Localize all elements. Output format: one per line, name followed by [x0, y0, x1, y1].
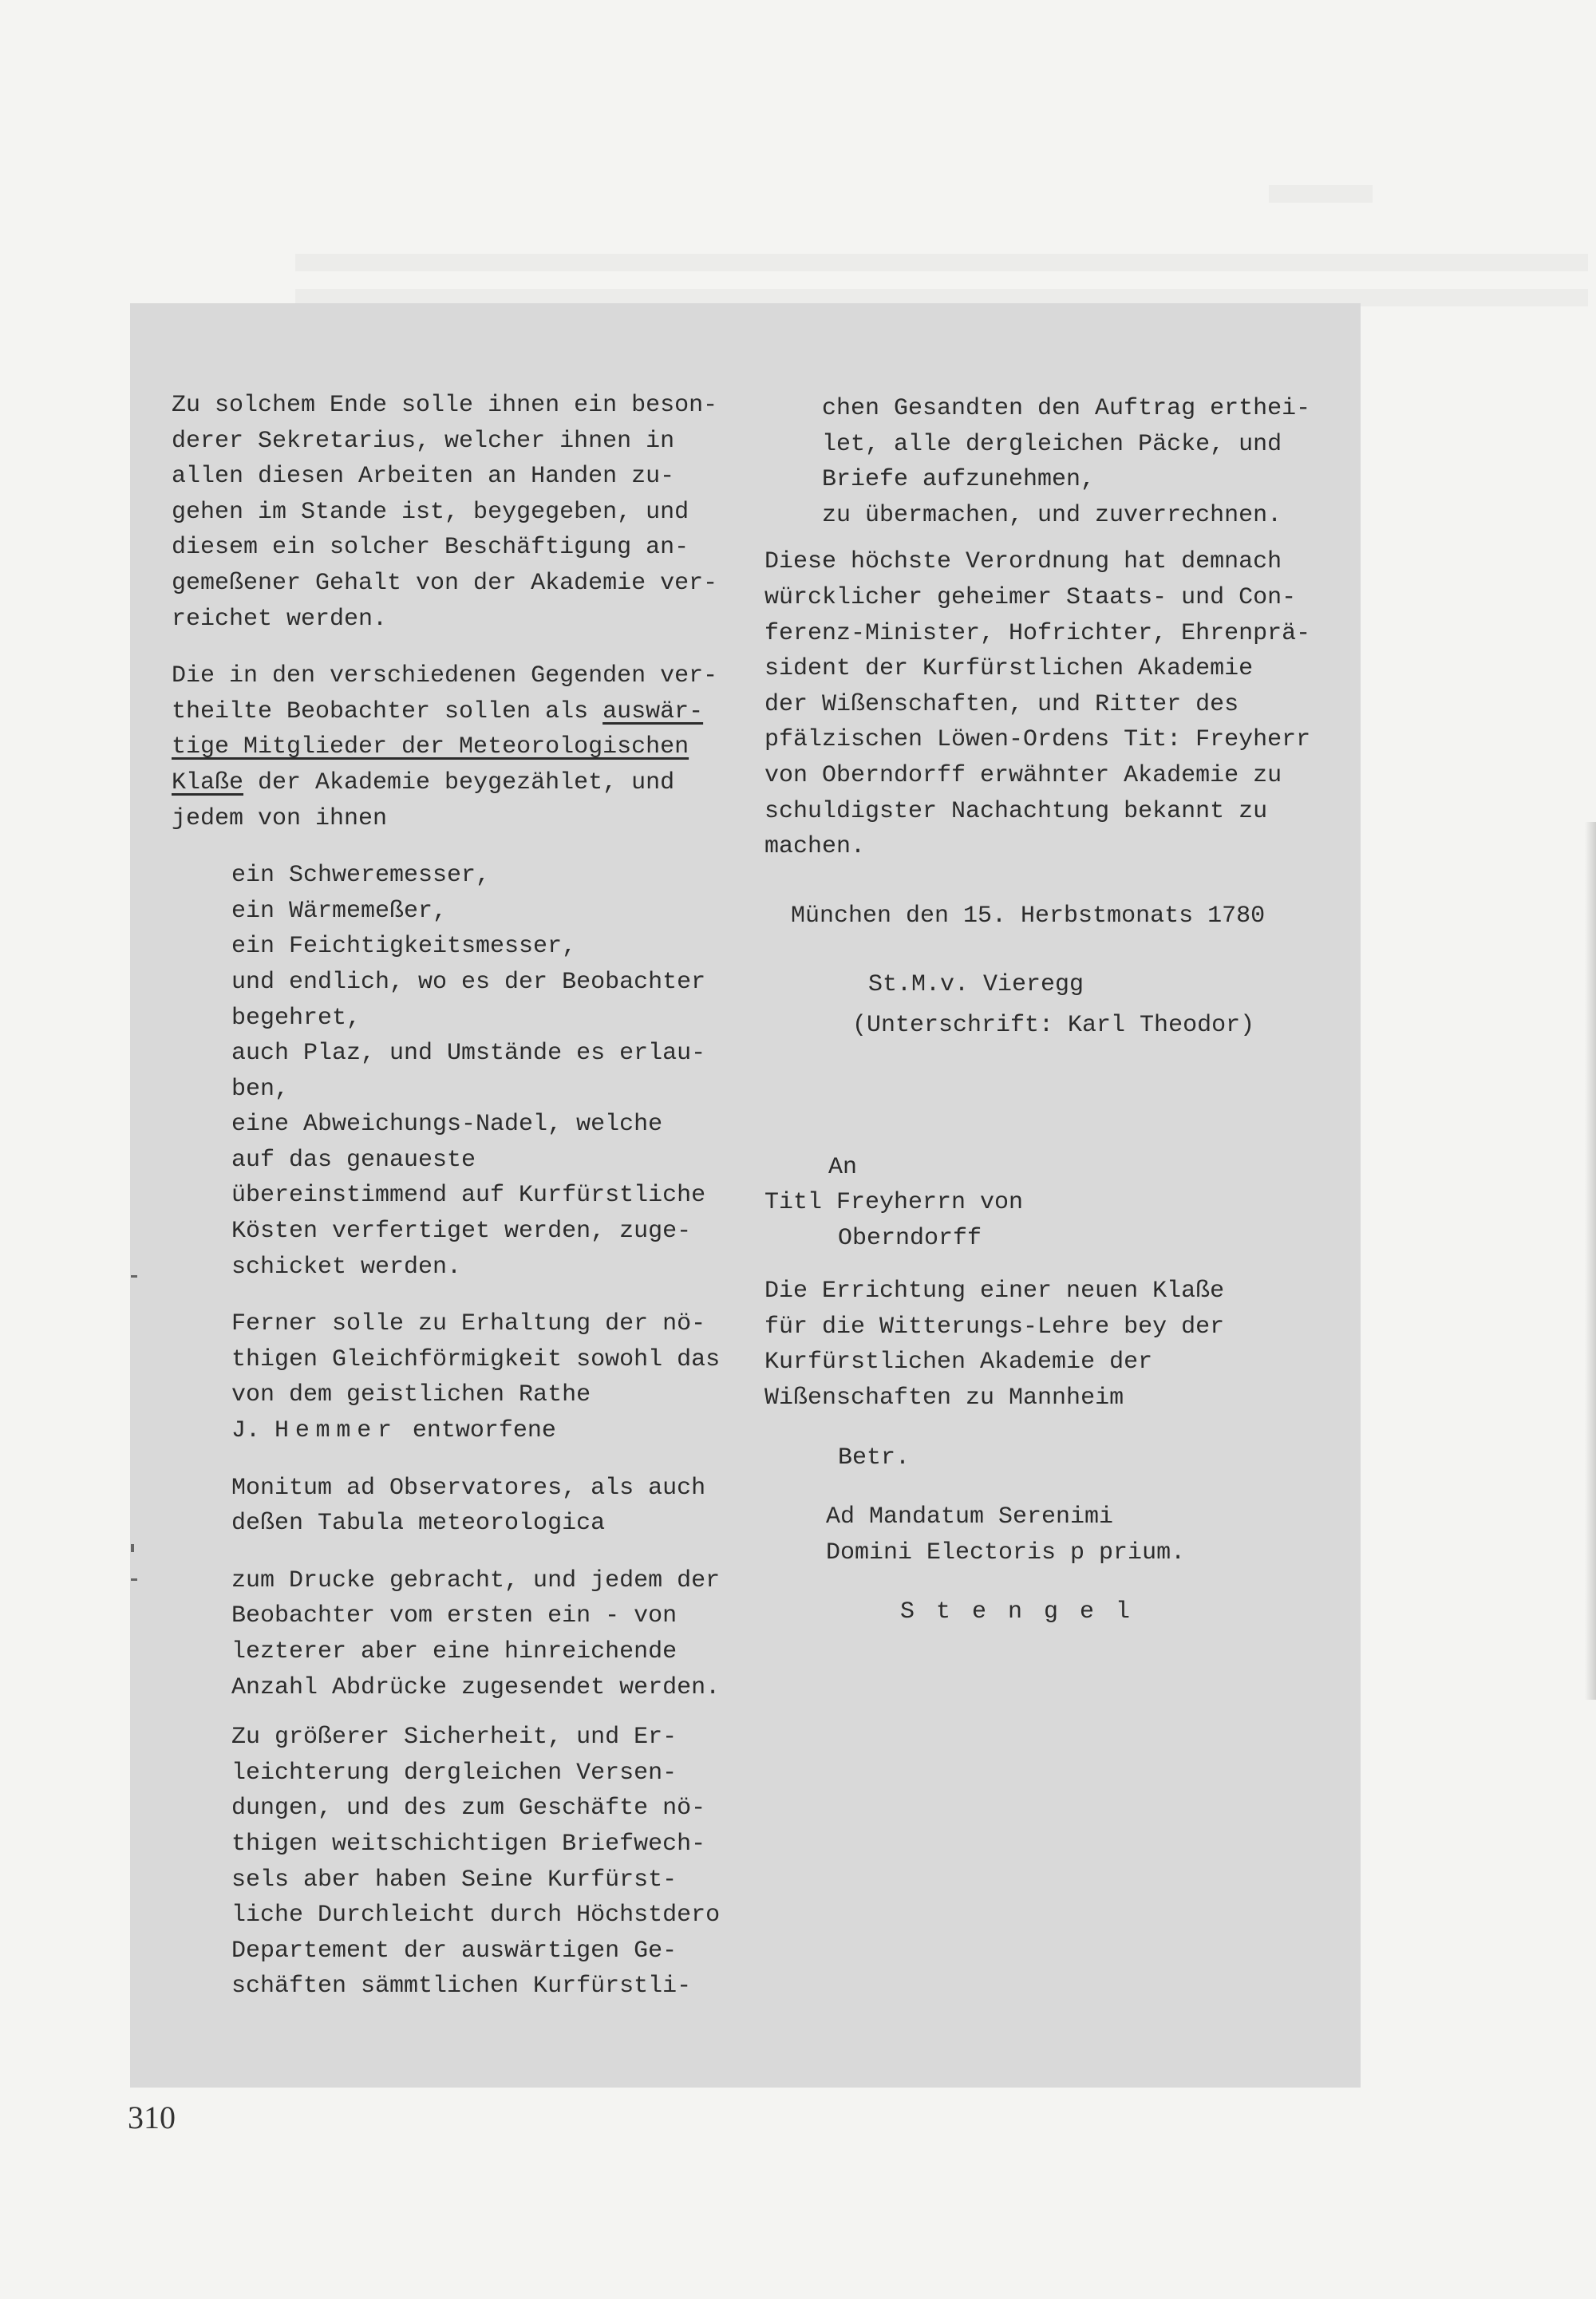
- signature-stengel: Stengel: [900, 1598, 1152, 1626]
- text-line: let, alle dergleichen Päcke, und: [822, 430, 1282, 458]
- text-line: Zu größerer Sicherheit, und Er-: [231, 1724, 678, 1752]
- text-line: dungen, und des zum Geschäfte nö-: [231, 1795, 706, 1823]
- list-item: schicket werden.: [231, 1253, 462, 1281]
- text-line: Zu solchem Ende solle ihnen ein beson-: [172, 392, 718, 419]
- text-line: Beobachter vom ersten ein - von: [231, 1602, 678, 1630]
- text-line: von Oberndorff erwähnter Akademie zu: [764, 761, 1282, 789]
- date-line: München den 15. Herbstmonats 1780: [791, 902, 1266, 930]
- text-line: für die Witterungs-Lehre bey der: [764, 1313, 1225, 1341]
- text-line: zum Drucke gebracht, und jedem der: [231, 1566, 721, 1594]
- text-line: Diese höchste Verordnung hat demnach: [764, 548, 1282, 576]
- text-line: pfälzischen Löwen-Ordens Tit: Freyherr: [764, 726, 1311, 754]
- text-line: leichterung dergleichen Versen-: [231, 1759, 678, 1787]
- text-line: ferenz-Minister, Hofrichter, Ehrenprä-: [764, 619, 1311, 647]
- text-line: derer Sekretarius, welcher ihnen in: [172, 427, 675, 455]
- text-line: sels aber haben Seine Kurfürst-: [231, 1866, 678, 1894]
- text-line: lezterer aber eine hinreichende: [231, 1638, 678, 1665]
- bleed-through-line: [295, 254, 1588, 271]
- address-line: Titl Freyherrn von: [764, 1189, 1024, 1217]
- text-line: Die Errichtung einer neuen Klaße: [764, 1278, 1225, 1306]
- paragraph-1: [172, 388, 720, 637]
- text-segment: der Akademie beygezählet, und: [243, 768, 675, 796]
- list-item: ben,: [231, 1075, 290, 1103]
- text-line: machen.: [764, 833, 866, 861]
- underlined-text: auswär-: [602, 697, 704, 725]
- text-segment: entworfene: [397, 1417, 556, 1445]
- paragraph-5: [231, 1563, 720, 1705]
- text-line: Domini Electoris p prium.: [826, 1539, 1186, 1566]
- paragraph-2: [172, 658, 720, 836]
- list-item: ein Wärmemeßer,: [231, 897, 448, 925]
- address-an: An: [828, 1153, 858, 1181]
- text-line: chen Gesandten den Auftrag erthei-: [822, 395, 1311, 422]
- text-line: Kurfürstlichen Akademie der: [764, 1349, 1153, 1377]
- text-line: thigen weitschichtigen Briefwech-: [231, 1830, 706, 1858]
- list-item: ein Feichtigkeitsmesser,: [231, 933, 577, 961]
- text-segment: theilte Beobachter sollen als: [172, 697, 603, 725]
- margin-mark: [131, 1275, 137, 1278]
- subject-block: [764, 1274, 1310, 1416]
- list-item: eine Abweichungs-Nadel, welche: [231, 1111, 663, 1139]
- list-item: auch Plaz, und Umstände es erlau-: [231, 1040, 706, 1068]
- text-line: würcklicher geheimer Staats- und Con-: [764, 583, 1297, 611]
- list-item: und endlich, wo es der Beobachter: [231, 968, 706, 996]
- text-line: gehen im Stande ist, beygegeben, und: [172, 498, 689, 526]
- text-line: zu übermachen, und zuverrechnen.: [822, 501, 1282, 529]
- paragraph-3: [231, 1306, 720, 1448]
- margin-mark: [131, 1544, 134, 1552]
- text-line: Departement der auswärtigen Ge-: [231, 1937, 678, 1965]
- page-edge-shadow: [1585, 822, 1596, 1700]
- text-line: sident der Kurfürstlichen Akademie: [764, 655, 1254, 683]
- signature-vieregg: St.M.v. Vieregg: [868, 971, 1084, 999]
- text-line: [172, 765, 720, 801]
- text-line: Ad Mandatum Serenimi: [826, 1503, 1114, 1531]
- signature-note: (Unterschrift: Karl Theodor): [852, 1011, 1255, 1039]
- paragraph-6: [231, 1720, 720, 2005]
- list-item: ein Schweremesser,: [231, 862, 491, 890]
- text-line: [172, 729, 720, 765]
- text-line: thigen Gleichförmigkeit sowohl das: [231, 1345, 721, 1373]
- margin-mark: [131, 1578, 137, 1581]
- spaced-name: Hemmer: [275, 1417, 398, 1445]
- text-line: diesem ein solcher Beschäftigung an-: [172, 534, 689, 562]
- address-line: Oberndorff: [838, 1224, 982, 1252]
- text-line: von dem geistlichen Rathe: [231, 1381, 591, 1409]
- right-column: [764, 391, 1310, 1630]
- betr-label: Betr.: [838, 1444, 911, 1471]
- text-line: Wißenschaften zu Mannheim: [764, 1385, 1124, 1412]
- text-line: Briefe aufzunehmen,: [822, 466, 1096, 494]
- bleed-through-line: [1269, 185, 1373, 203]
- paragraph-7: [822, 391, 1310, 533]
- list-item: Kösten verfertiget werden, zuge-: [231, 1218, 692, 1246]
- text-line: Ferner solle zu Erhaltung der nö-: [231, 1310, 706, 1338]
- text-line: Anzahl Abdrücke zugesendet werden.: [231, 1673, 721, 1701]
- underlined-text: tige Mitglieder der Meteorologischen: [172, 733, 689, 761]
- left-column: [172, 388, 720, 2005]
- text-line: der Wißenschaften, und Ritter des: [764, 690, 1239, 718]
- text-segment: J.: [231, 1417, 275, 1445]
- instrument-list: [231, 858, 720, 1285]
- underlined-text: Klaße: [172, 768, 244, 796]
- text-line: [231, 1413, 720, 1449]
- text-line: Monitum ad Observatores, als auch: [231, 1474, 706, 1502]
- list-item: auf das genaueste: [231, 1146, 476, 1174]
- text-line: Die in den verschiedenen Gegenden ver-: [172, 662, 718, 690]
- text-line: schuldigster Nachachtung bekannt zu: [764, 797, 1268, 825]
- text-line: schäften sämmtlichen Kurfürstli-: [231, 1973, 692, 2001]
- page-number: 310: [128, 2100, 176, 2135]
- text-line: deßen Tabula meteorologica: [231, 1510, 606, 1538]
- list-item: übereinstimmend auf Kurfürstliche: [231, 1182, 706, 1210]
- text-line: reichet werden.: [172, 605, 388, 633]
- list-item: begehret,: [231, 1004, 361, 1032]
- paragraph-8: [764, 544, 1310, 864]
- text-line: jedem von ihnen: [172, 804, 388, 832]
- mandatum-block: [826, 1499, 1310, 1570]
- text-line: gemeßener Gehalt von der Akademie ver-: [172, 569, 718, 597]
- text-line: liche Durchleicht durch Höchstdero: [231, 1902, 721, 1930]
- text-line: allen diesen Arbeiten an Handen zu-: [172, 463, 675, 491]
- text-line: [172, 694, 720, 730]
- paragraph-4: [231, 1471, 720, 1542]
